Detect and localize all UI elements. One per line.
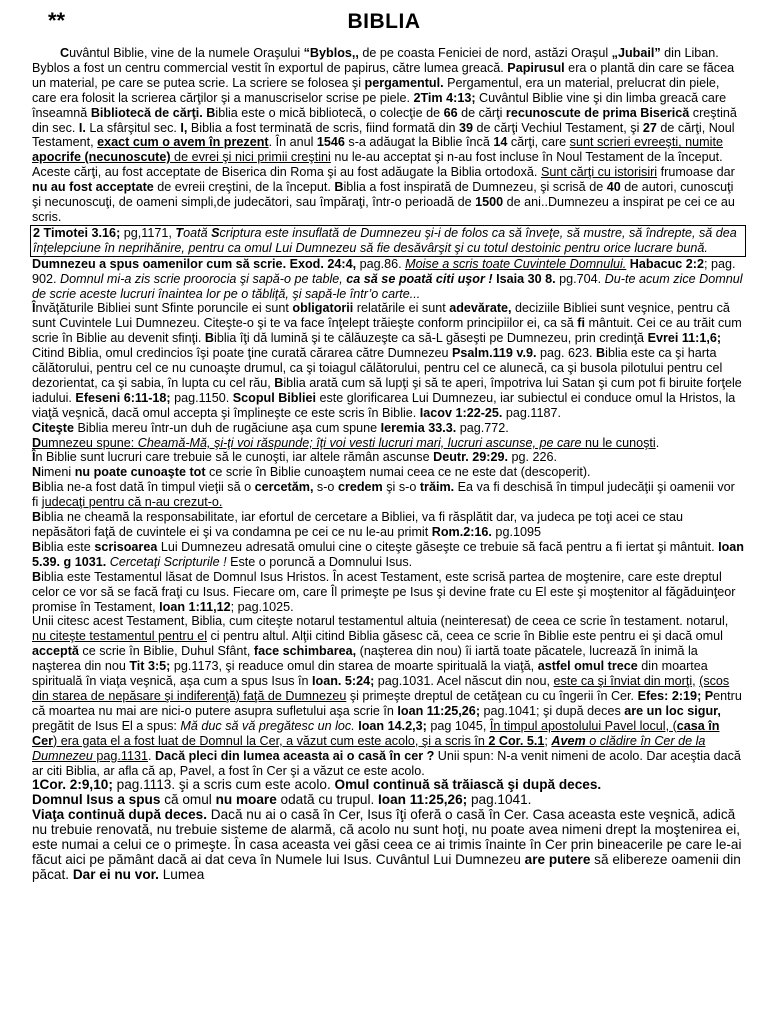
text-run: uvântul Biblie, vine de la numele Oraşului xyxy=(69,46,304,60)
text-run: scrisoarea xyxy=(94,539,158,554)
text-run: pergamentul. xyxy=(364,75,444,90)
text-run: C xyxy=(60,46,70,60)
text-run: 27 xyxy=(642,120,657,135)
text-run: Ea va fi deschisă în timpul judecăţii şi oamenii vor fi xyxy=(32,480,735,510)
text-run: Dar ei nu vor. xyxy=(72,866,159,882)
text-run: Dumnezeu a spus oamenilor cum să scrie. xyxy=(32,256,287,271)
text-run: Papirusul xyxy=(507,60,565,75)
text-run: de evrei şi nici primii creştini xyxy=(170,150,331,165)
text-run: B xyxy=(204,331,215,346)
text-run: P xyxy=(704,688,714,703)
text-run: Mă duc să vă pregătesc un loc. xyxy=(180,718,355,733)
text-run: cercetăm, xyxy=(254,480,314,495)
text-run: de cărţi xyxy=(457,105,506,120)
text-run: 14 xyxy=(493,135,508,150)
text-run: 2Tim 4:13; xyxy=(413,90,476,105)
text-run: ca să se poată citi uşor ! xyxy=(346,271,493,286)
text-run: N xyxy=(32,465,42,480)
text-run: Lumea xyxy=(158,866,205,882)
text-run: Dacă pleci din lumea aceasta ai o casă în cer ? xyxy=(155,748,435,763)
text-run: Avem xyxy=(551,733,586,748)
text-run: Biblia a fost terminată de scris, fiind formată din xyxy=(187,120,459,135)
text-run: (naşterea din nou) îi iartă toate păcatele, lucrează în inimă la naşterea din nou xyxy=(32,644,698,674)
text-run: trăim. xyxy=(419,480,455,495)
text-run: entru că moartea nu mai are nici-o putere asupra sufletului aşa scrie în xyxy=(32,688,742,718)
paragraph xyxy=(32,257,744,302)
text-run: Tit 3:5; xyxy=(129,659,171,674)
text-run: deciziile Bibliei sunt veşnice, pentru că sunt Cuvintele Lui Dumnezeu. Citeşte-o şi te va face înţelept trăieşte conform principiilor ei, ca să xyxy=(32,301,730,331)
text-run: creştină din sec. xyxy=(32,105,737,135)
text-run: I. xyxy=(78,120,86,135)
text-run: iblia este xyxy=(41,539,95,554)
text-run: B xyxy=(32,480,42,495)
text-run: Bibliotecă de cărţi. xyxy=(90,105,203,120)
paragraph xyxy=(32,46,744,225)
text-run: B xyxy=(202,105,216,120)
text-run: oată xyxy=(183,225,212,240)
text-run: Isaia 30 8. xyxy=(496,271,556,286)
text-run: Unii spun: N-a venit nimeni de acolo. Dar aceştia dacă ar citi Biblia, ar afla că ap, Pavel, a fost în Cer şi a văzut ce este acolo. xyxy=(32,748,741,778)
text-run: T xyxy=(175,225,184,240)
text-run: ; pag. 902. xyxy=(32,256,736,286)
text-run: de pe coasta Feniciei de nord, astăzi Oraşul xyxy=(358,46,612,60)
paragraph xyxy=(32,510,744,540)
text-run: Citind Biblia, omul credincios îşi poate ţine curată cărarea către Dumnezeu xyxy=(32,346,452,361)
text-run: pag.1041; şi după deces xyxy=(480,703,625,718)
text-run: de cărţi Vechiul Testament, şi xyxy=(473,120,643,135)
text-run: B xyxy=(32,510,42,525)
text-run: umnezeu spune: xyxy=(41,435,138,450)
text-run: relatările ei sunt xyxy=(353,301,450,316)
text-run: pag.1187. xyxy=(502,405,562,420)
text-run: pag.1113. şi a scris cum este acolo. xyxy=(112,777,335,793)
text-run: că omul xyxy=(160,792,216,808)
text-run: casa în Cer xyxy=(32,718,720,748)
text-run: Unii citesc acest Testament, Biblia, cum citeşte notarul testamentul altuia (neinteresat) de ceea ce scrie în testament. notarul, xyxy=(32,614,729,629)
page-title: BIBLIA xyxy=(347,10,421,33)
text-run: Cercetaţi Scripturile ! xyxy=(109,554,227,569)
text-run: ) era gata el a fost luat de Domnul la Cer, a văzut cum este acolo, şi a scris în xyxy=(53,733,489,748)
text-run: B xyxy=(32,539,42,554)
paragraph xyxy=(32,421,744,436)
text-run: iblia este Testamentul lăsat de Domnul Isus Hristos. În acest Testament, este scrisă partea de moştenire, care este dreptul celor ce vor să se facă fraţi cu Isus. Fiecare om, care Îl primeşte pe Isus şi devine frate cu El este şi moştenitor al făgăduinţeor promise în Testament, xyxy=(32,569,736,614)
text-run: Cuvântul Biblie vine şi din limba greacă care înseamnă xyxy=(32,90,727,120)
text-run: Omul continuă să trăiască şi după deces. xyxy=(334,777,602,793)
text-run: din Liban. Byblos a fost un centru commercial vestit în exportul de papirus, către lumea greacă. xyxy=(32,46,719,75)
text-run: sunt scrieri evreeşti, numite xyxy=(569,135,723,150)
text-run: Ioan 1:11,12 xyxy=(159,599,231,614)
text-run: pag.1131 xyxy=(92,748,148,763)
text-run: Cheamă-Mă, şi-ţi voi răspunde; îţi voi vesti lucruri mari, lucruri ascunse, pe care xyxy=(137,435,582,450)
text-run: pag 1045, xyxy=(426,718,490,733)
text-run: o clădire în Cer de la Dumnezeu xyxy=(32,733,706,763)
text-run: iblia este o mică bibliotecă, o colecţie de xyxy=(215,105,444,120)
text-run: exact cum o avem în prezent xyxy=(97,135,269,150)
text-run: iblia a fost inspirată de Dumnezeu, şi scrisă de xyxy=(343,180,607,195)
text-run: pg,1171, xyxy=(120,225,176,240)
text-run: Î xyxy=(32,450,36,465)
text-run: pag.1031. Acel născut din nou, xyxy=(374,674,554,689)
text-run: criptura este insuflată de Dumnezeu şi-i de folos ca să înveţe, să mustre, să îndrepte, să dea înţelepciune în neprihănire, pentru ca omul Lui Dumnezeu să fie desăvârşit şi cu totul destoinic pentru orice lucrare bună. xyxy=(33,225,737,255)
text-run: S xyxy=(211,225,220,240)
paragraph xyxy=(32,436,744,451)
text-run: Este o poruncă a Domnului Isus. xyxy=(226,554,413,569)
text-run: I, xyxy=(180,120,188,135)
text-run: Du-te acum zice Domnul de scrie aceste lucruri înaintea lor pe o tăbliţă, şi sapă-le într’o carte... xyxy=(32,271,743,301)
text-run: (scos din starea de nepăsare şi indiferenţă) faţă de Dumnezeu xyxy=(32,674,730,703)
text-run: pag. 623. xyxy=(536,346,597,361)
text-run: obligatorii xyxy=(292,301,354,316)
text-run: odată cu trupul. xyxy=(276,792,379,808)
text-run: este glorificarea Lui Dumnezeu, iar subiectul ei conduce omul la Hristos, la viaţă veşnică, dacă omul accepta şi împlineşte ce este scris în Biblie. xyxy=(32,390,736,420)
text-run: mântuit. Cei ce au trăit cum scrie în Biblie au devenit sfinţi. xyxy=(32,316,742,346)
text-run: n Biblie sunt lucruri care trebuie să le cunoşti, iar altele rămân ascunse xyxy=(35,450,434,465)
text-run: Ioan 11:25,26; xyxy=(397,703,481,718)
text-run: iblia îţi dă lumină şi te călăuzeşte ca să-L găseşti pe Dumnezeu, prin credinţă xyxy=(214,331,648,346)
text-run: să elibereze oamenii din păcat. xyxy=(32,851,741,882)
paragraph xyxy=(32,450,744,465)
text-run: Lui Dumnezeu adresată omului cine o citeşte găseşte ce trebuie să facă pentru a fi iertat şi mântuit. xyxy=(157,539,719,554)
text-run: 1500 xyxy=(475,195,504,210)
text-run: Domnul Isus a spus xyxy=(32,792,161,808)
text-run: Sunt cărţi cu istorisiri xyxy=(540,165,658,180)
text-run: era o plantă din care se făcea un material, pe care se putea scrie. La scriere se folosea şi xyxy=(32,60,735,90)
text-run: B xyxy=(274,375,284,390)
text-run: „Jubail” xyxy=(611,46,661,60)
text-run: astfel omul trece xyxy=(537,659,638,674)
text-run: pg. 226. xyxy=(508,450,558,465)
text-run: Scopul Bibliei xyxy=(232,390,316,405)
text-run: Ioan 5.39. g 1031. xyxy=(32,539,744,569)
text-run: judecaţi pentru că n-au crezut-o. xyxy=(41,495,223,510)
text-run: pg.1095 xyxy=(491,525,541,539)
text-run: de ani..Dumnezeu a inspirat pe cei ce au scris. xyxy=(32,195,735,224)
text-run: pg.704. xyxy=(555,271,605,286)
text-run: ; xyxy=(544,733,548,748)
text-run: 1546 xyxy=(316,135,345,150)
text-run: Habacuc 2:2 xyxy=(629,256,704,271)
text-run: recunoscute de prima Biserică xyxy=(505,105,690,120)
text-run: Exod. 24:4, xyxy=(289,256,357,271)
scripture-quote-box xyxy=(30,225,746,257)
text-run: iblia arată cum să lupţi şi să te aperi, împotriva lui Satan şi cum pot fi biruite forţele iadului. xyxy=(32,375,742,405)
text-run: 39 xyxy=(459,120,474,135)
paragraph xyxy=(32,808,744,883)
text-run: nu moare xyxy=(215,792,277,808)
text-run: pag.1041. xyxy=(467,792,532,808)
text-run: ci pentru altul. Alţii citind Biblia găsesc că, ceea ce scrie în Biblie este pentru ei şi dacă omul xyxy=(207,629,723,644)
paragraph xyxy=(32,540,744,570)
text-run: Citeşte xyxy=(32,420,74,435)
text-run: apocrife (necunoscute) xyxy=(32,150,171,165)
text-run: . În anul xyxy=(268,135,317,150)
text-run: Iacov 1:22-25. xyxy=(419,405,503,420)
text-run: nu le-au acceptat şi n-au fost incluse în Noul Testament de la început. Aceste cărţi, au fost acceptate de Biserica din Roma şi au fost adăugate la Biblia ortodoxă. xyxy=(32,150,723,180)
text-run: Ioan 11:25,26; xyxy=(378,792,468,808)
text-run: Dacă nu ai o casă în Cer, Isus îţi oferă o casă în Cer. Casa aceasta este veşnică, adică nu trebuie renovată, nu trebuie sisteme de alarmă, că acolo nu sunt hoţi, nu poate avea nimeni drept la moştenirea ei, este numai a celui ce o primeşte. În casa aceasta vei găsi ceea ce ai trimis înainte în Cer prin bineacerile pe care le-ai făcut aici pe pământ dacă ai dat ceva în Numele lui Isus. Cuvântul Lui Dumnezeu xyxy=(32,807,742,867)
text-run: iblia ne cheamă la responsabilitate, iar efortul de cercetare a Bibliei, va fi răsplătit dar, va judeca pe toţi acei ce stau nepăsători faţă de cuvintele ei şi va condamna pe cei ce nu le-au primit xyxy=(32,510,684,539)
text-run: Moise a scris toate Cuvintele Domnului. xyxy=(405,256,627,271)
text-run: şi primeşte dreptul de cetăţean cu cu îngerii în Cer. xyxy=(346,688,638,703)
text-run: de cărţi, Noul Testament, xyxy=(32,120,735,150)
text-run: 1Cor. 2:9,10; xyxy=(32,777,113,793)
text-run: nvăţăturile Bibliei sunt Sfinte poruncile ei sunt xyxy=(35,301,293,316)
document-body xyxy=(32,46,744,883)
text-run: B xyxy=(334,180,344,195)
text-run: Pergamentul, era un material, prelucrat din piele, care era folosit la scrierea cărţilor şi a manuscriselor scrise pe piele. xyxy=(32,75,720,105)
text-run: nu citeşte testamentul pentru el xyxy=(32,629,208,644)
paragraph xyxy=(32,480,744,510)
text-run: Ieremia 33.3. xyxy=(380,420,457,435)
text-run: adevărate, xyxy=(449,301,512,316)
text-run: nu le cunoşti xyxy=(581,435,656,450)
text-run: Biblia mereu într-un duh de rugăciune aşa cum spune xyxy=(74,420,381,435)
text-run: imeni xyxy=(41,465,75,480)
text-run: face schimbarea, xyxy=(253,644,357,659)
text-run: pag.1150. xyxy=(170,390,233,405)
text-run: de autori, cunoscuţi şi necunoscuţi, de oameni simpli,de judecători, sau împăraţi, într-o perioadă de xyxy=(32,180,734,210)
text-run: 66 xyxy=(443,105,458,120)
text-run: are un loc sigur, xyxy=(624,703,721,718)
text-run: pg.1173, şi readuce omul din starea de moarte spirituală la viaţă, xyxy=(170,659,538,674)
text-run: fi xyxy=(577,316,585,331)
text-run: s-a adăugat la Biblie încă xyxy=(344,135,494,150)
text-run: frumoase dar xyxy=(657,165,735,180)
paragraph xyxy=(32,778,744,793)
text-run: este ca şi înviat din morţi, xyxy=(553,674,696,689)
paragraph xyxy=(32,614,744,778)
text-run: credem xyxy=(337,480,383,495)
text-run: 2 Timotei 3.16; xyxy=(33,225,121,240)
text-run: Î xyxy=(32,301,36,316)
text-run: ; pag.1025. xyxy=(230,599,294,614)
text-run: Efeseni 6:11-18; xyxy=(75,390,171,405)
text-run: B xyxy=(596,346,606,361)
text-run: nu au fost acceptate xyxy=(32,180,154,195)
text-run: . xyxy=(148,748,155,763)
text-run: 2 Cor. 5.1 xyxy=(488,733,545,748)
text-run: 40 xyxy=(606,180,621,195)
text-run: de evreii creştini, de la început. xyxy=(153,180,335,195)
text-run: are putere xyxy=(524,851,591,867)
text-run: ce scrie în Biblie, Duhul Sfânt, xyxy=(78,644,254,659)
text-run: pag.86. xyxy=(356,256,406,271)
text-run: cărţi, care xyxy=(507,135,570,150)
text-run: s-o xyxy=(313,480,338,495)
text-run: nu poate cunoaşte tot xyxy=(74,465,206,480)
paragraph xyxy=(32,465,744,480)
text-run: . xyxy=(655,435,660,450)
text-run: Deutr. 29:29. xyxy=(433,450,509,465)
text-run: acceptă xyxy=(32,644,79,659)
text-run: Psalm.119 v.9. xyxy=(452,346,537,361)
text-run: Viaţa continuă după deces. xyxy=(32,807,208,823)
text-run: B xyxy=(32,569,42,584)
asterisks-mark: ** xyxy=(48,8,66,33)
text-run: Rom.2:16. xyxy=(431,525,492,539)
text-run: şi s-o xyxy=(382,480,420,495)
text-run: “Byblos,, xyxy=(303,46,359,60)
text-run: pag.772. xyxy=(456,420,509,435)
text-run: ce scrie în Biblie cunoaştem numai ceea ce ne este dat (descoperit). xyxy=(205,465,591,480)
paragraph xyxy=(32,570,744,615)
paragraph xyxy=(32,793,744,808)
text-run: pregătit de Isus El a spus: xyxy=(32,718,181,733)
paragraph xyxy=(32,301,744,420)
text-run: Domnul mi-a zis scrie proorocia şi sapă-o pe table, xyxy=(60,271,347,286)
text-run: Efes: 2:19; xyxy=(637,688,702,703)
text-run: În timpul apostolului Pavel locul, ( xyxy=(489,718,677,733)
text-run: din moartea spirituală în viaţa veşnică, aşa cum a spus Isus în xyxy=(32,659,708,689)
text-run: Ioan. 5:24; xyxy=(312,674,375,689)
text-run: La sfârşitul sec. xyxy=(85,120,181,135)
text-run: iblia ne-a fost dată în timpul vieţii să o xyxy=(41,480,255,495)
text-run: iblia este ca şi harta călătorului, pentru cel ce nu cunoaşte drumul, ca şi toiagul călătorului, pentru cel ce alunecă, ca şi busola pilotului pentru cel dezorientat, ca şi sabia, în lupta cu cel rău, xyxy=(32,346,723,390)
text-run: Evrei 11:1,6; xyxy=(647,331,722,346)
text-run: D xyxy=(32,435,42,450)
text-run: Ioan 14.2,3; xyxy=(358,718,427,733)
